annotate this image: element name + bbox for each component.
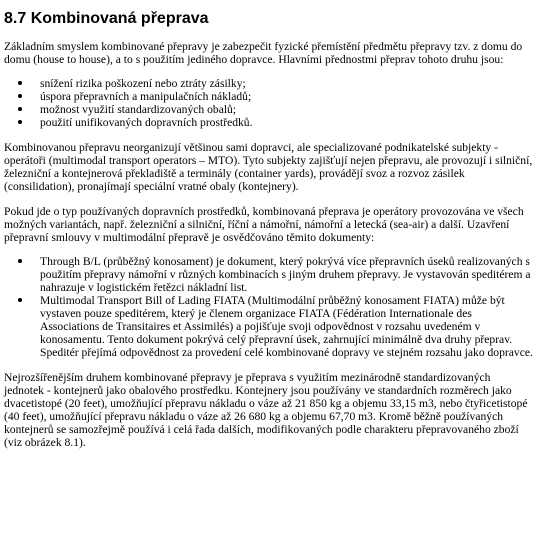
intro-paragraph: Základním smyslem kombinované přepravy je zabezpečit fyzické přemístění předmětu přepravy tzv. z domu do domu (house to house), a to s použitím jediného dopravce. Hlavními přednostmi přeprav tohoto druhu jsou:	[4, 40, 523, 66]
benefits-list-item: možnost využití standardizovaných obalů;	[40, 103, 533, 116]
section-heading: 8.7 Kombinovaná přeprava	[4, 10, 209, 27]
transport-types-paragraph: Pokud jde o typ používaných dopravních prostředků, kombinovaná přeprava je operátory provozována ve všech možných variantách, např. železniční a silniční, říční a námořní, námořní a letecká (sea-air) a další. Uzavření přepravní smlouvy v multimodální přepravě je osvědčováno těmito dokumenty:	[4, 205, 524, 244]
documents-list	[4, 255, 533, 359]
documents-list-item: Through B/L (průběžný konosament) je dokument, který pokrývá více přepravních úseků realizovaných s použitím přepravy námořní v různých kombinacích s jiným druhem přepravy. Je vystavován speditérem a nahrazuje v logistickém řetězci nákladní list.	[40, 255, 533, 294]
benefits-list	[4, 77, 533, 129]
benefits-list-item: snížení rizika poškození nebo ztráty zásilky;	[40, 77, 533, 90]
benefits-list-item: úspora přepravních a manipulačních nákladů;	[40, 90, 533, 103]
containers-paragraph: Nejrozšířenějším druhem kombinované přepravy je přeprava s využitím mezinárodně standardizovaných jednotek - kontejnerů jako obalového prostředku. Kontejnery jsou používány ve standardních rozměrech jako dvacetistopé (20 feet), umožňující přepravu nákladu o váze až 21 850 kg a objemu 33,15 m3, nebo čtyřicetistopé (40 feet), umožňující přepravu nákladu o váze až 26 680 kg a objemu 67,70 m3. Kromě běžně používaných kontejnerů se samozřejmě používá i celá řada dalších, modifikovaných podle charakteru přepravovaného zboží (viz obrázek 8.1).	[4, 371, 528, 449]
benefits-list-item: použití unifikovaných dopravních prostředků.	[40, 116, 533, 129]
operators-paragraph: Kombinovanou přepravu neorganizují většinou sami dopravci, ale specializované podnikatelské subjekty - operátoři (multimodal transport operators – MTO). Tyto subjekty zajišťují nejen přepravu, ale provozují i silniční, železniční a kontejnerová překladiště a terminály (container yards), provádějí svoz a rozvoz zásilek (consilidation), pronajímají speciální vratné obaly (kontejnery).	[4, 141, 533, 193]
documents-list-item: Multimodal Transport Bill of Lading FIATA (Multimodální průběžný konosament FIATA) může být vystaven pouze speditérem, který je členem organizace FIATA (Fédération Internationale des Associations de Transitaires et Assimilés) a pojišťuje svoji odpovědnost v rozsahu uvedeném v konosamentu. Tento dokument pokrývá celý přepravní úsek, zahrnující minimálně dva druhy přeprav. Speditér přejímá odpovědnost za provedení celé kombinované dopravy ve stejném rozsahu jako dopravce.	[40, 294, 533, 359]
